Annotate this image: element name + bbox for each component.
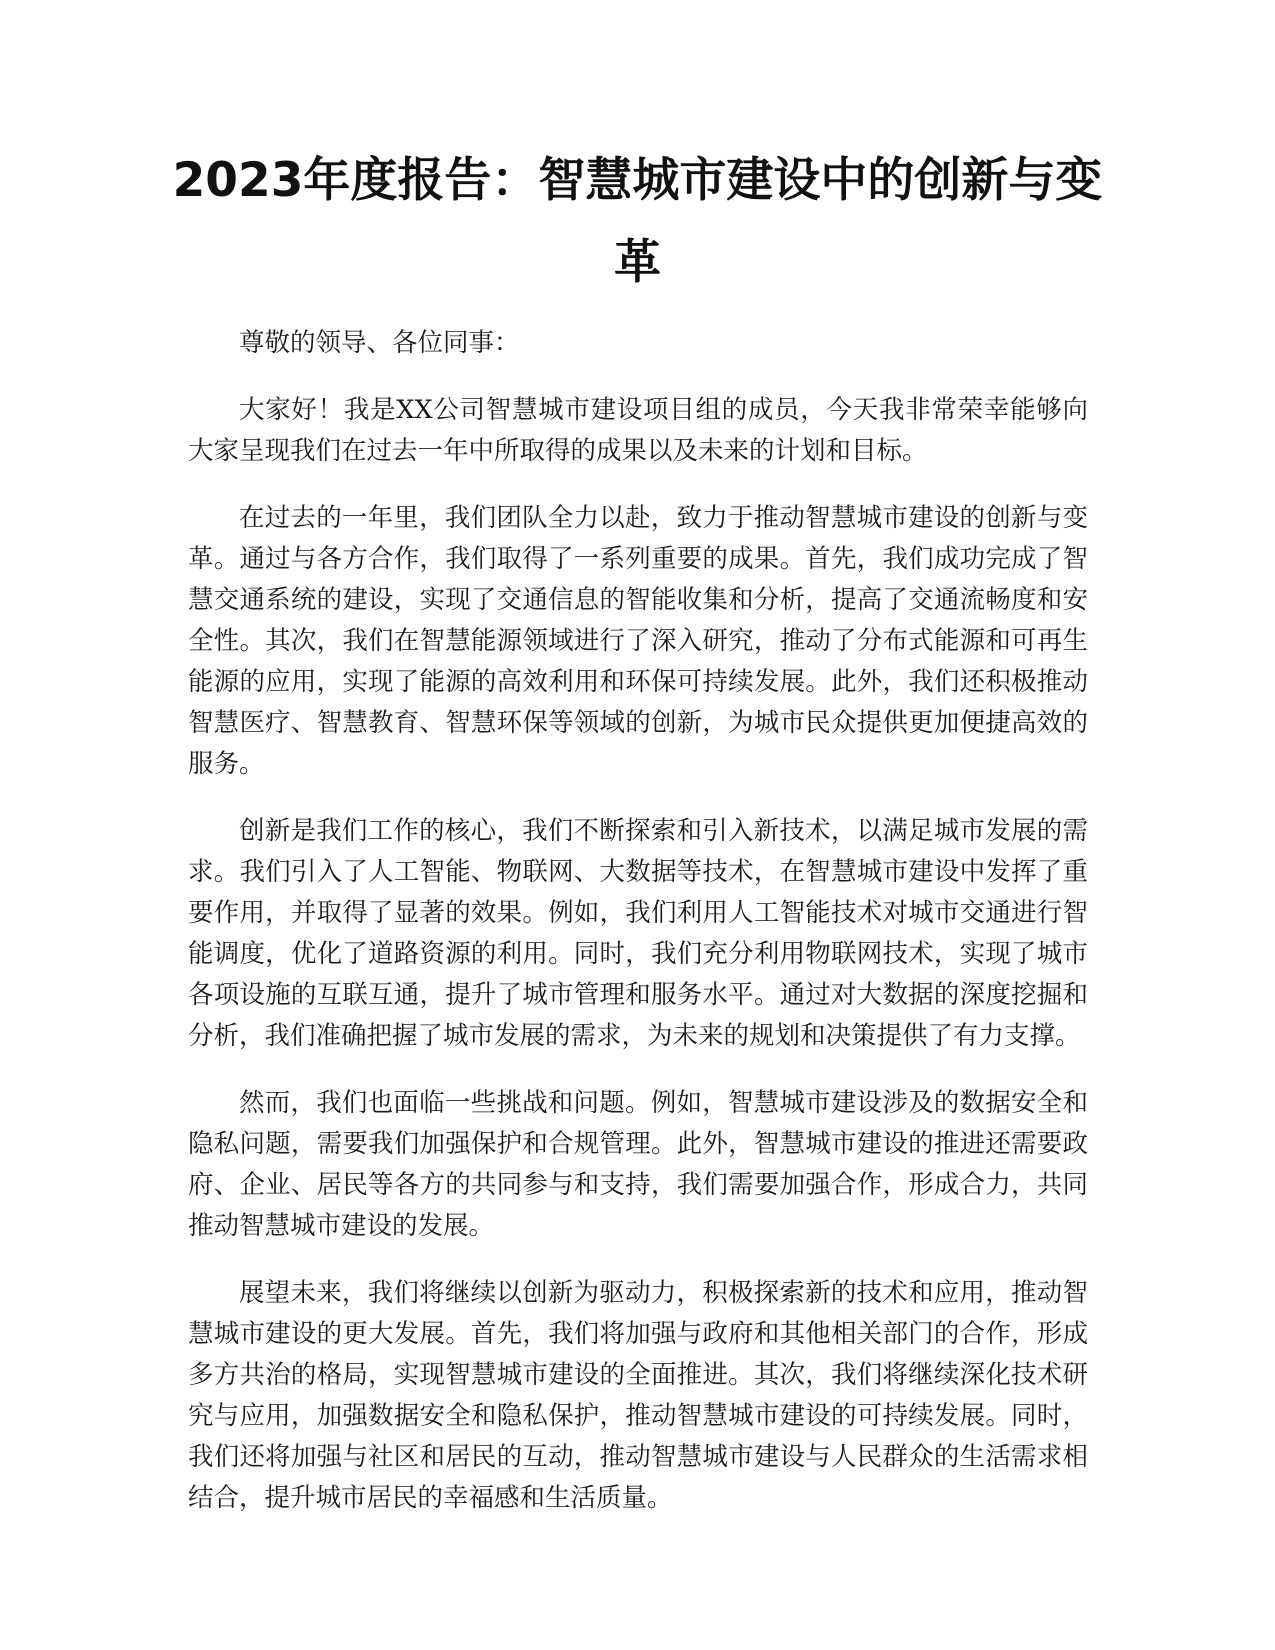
paragraph: 创新是我们工作的核心，我们不断探索和引入新技术，以满足城市发展的需求。我们引入了人工智能、物联网、大数据等技术，在智慧城市建设中发挥了重要作用，并取得了显著的效果。例如，我们利用人工智能技术对城市交通进行智能调度，优化了道路资源的利用。同时，我们充分利用物联网技术，实现了城市各项设施的互联互通，提升了城市管理和服务水平。通过对大数据的深度挖掘和分析，我们准确把握了城市发展的需求，为未来的规划和决策提供了有力支撑。 [188, 816, 1088, 1051]
document-body [188, 323, 1088, 1545]
document-title: 2023年度报告：智慧城市建设中的创新与变革 [172, 153, 1103, 290]
paragraph: 然而，我们也面临一些挑战和问题。例如，智慧城市建设涉及的数据安全和隐私问题，需要我们加强保护和合规管理。此外，智慧城市建设的推进还需要政府、企业、居民等各方的共同参与和支持，我们需要加强合作，形成合力，共同推动智慧城市建设的发展。 [188, 1088, 1088, 1241]
paragraph: 在过去的一年里，我们团队全力以赴，致力于推动智慧城市建设的创新与变革。通过与各方合作，我们取得了一系列重要的成果。首先，我们成功完成了智慧交通系统的建设，实现了交通信息的智能收集和分析，提高了交通流畅度和安全性。其次，我们在智慧能源领域进行了深入研究，推动了分布式能源和可再生能源的应用，实现了能源的高效利用和环保可持续发展。此外，我们还积极推动智慧医疗、智慧教育、智慧环保等领域的创新，为城市民众提供更加便捷高效的服务。 [188, 503, 1088, 779]
salutation: 尊敬的领导、各位同事： [239, 328, 520, 358]
paragraph: 展望未来，我们将继续以创新为驱动力，积极探索新的技术和应用，推动智慧城市建设的更大发展。首先，我们将加强与政府和其他相关部门的合作，形成多方共治的格局，实现智慧城市建设的全面推进。其次，我们将继续深化技术研究与应用，加强数据安全和隐私保护，推动智慧城市建设的可持续发展。同时，我们还将加强与社区和居民的互动，推动智慧城市建设与人民群众的生活需求相结合，提升城市居民的幸福感和生活质量。 [188, 1278, 1088, 1513]
paragraph: 大家好！我是XX公司智慧城市建设项目组的成员，今天我非常荣幸能够向大家呈现我们在过去一年中所取得的成果以及未来的计划和目标。 [188, 395, 1088, 466]
